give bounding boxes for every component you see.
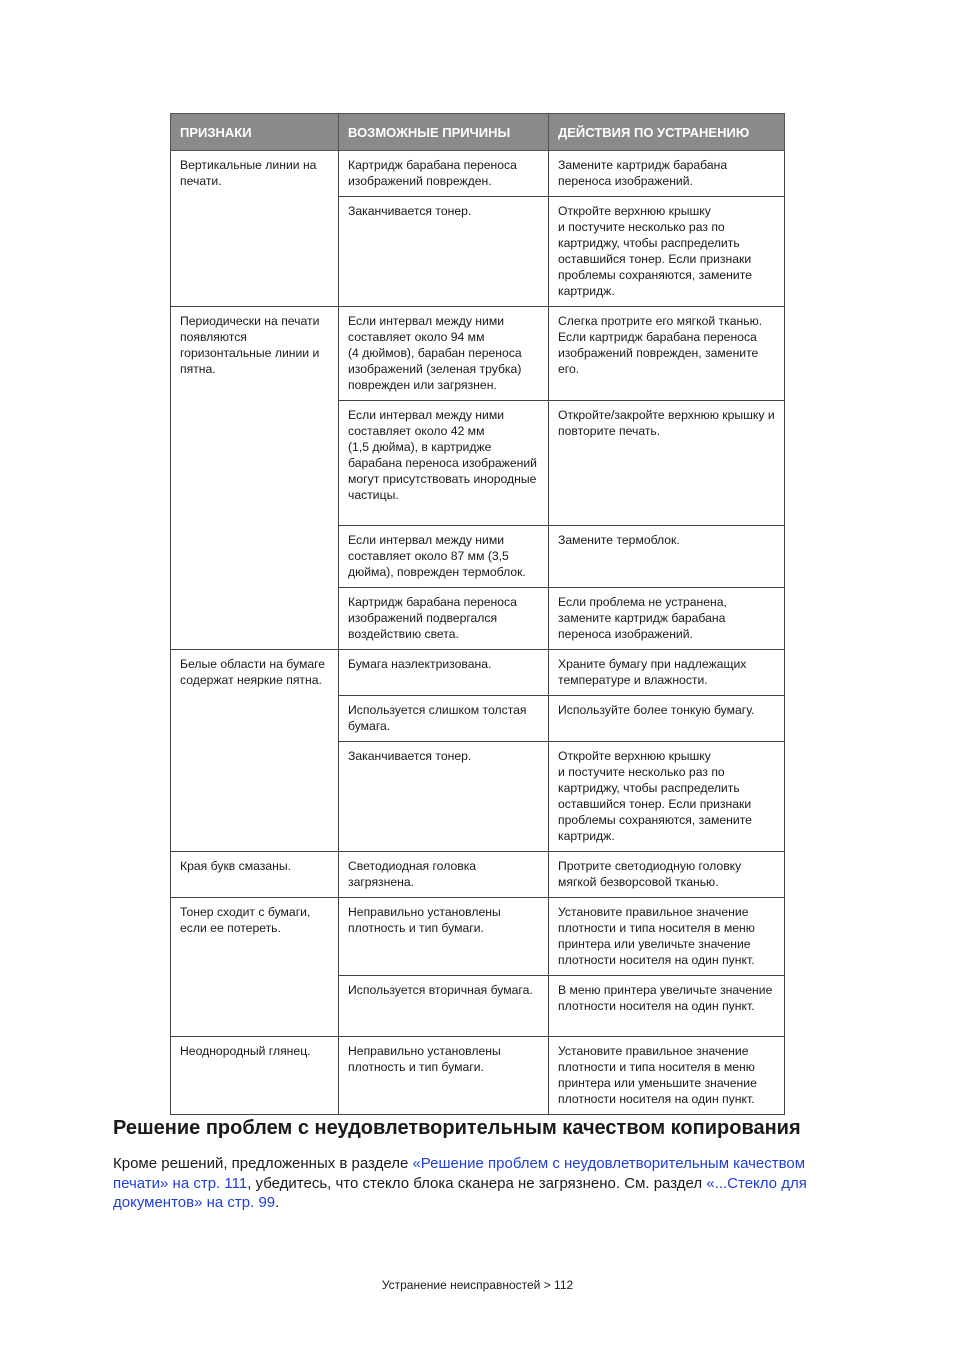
page-footer: Устранение неисправностей > 112 [381,1278,574,1292]
paragraph-text: , убедитесь, что стекло блока сканера не загрязнено. См. раздел [247,1174,707,1192]
table-row [171,307,785,401]
cause-cell: Светодиодная головка загрязнена. [339,852,549,898]
table-row [171,650,785,696]
action-cell: Храните бумагу при надлежащих температуре и влажности. [549,650,785,696]
cause-cell: Если интервал между ними составляет около 87 мм (3,5 дюйма), поврежден термоблок. [339,526,549,588]
action-cell: Протрите светодиодную головку мягкой безворсовой тканью. [549,852,785,898]
action-cell: Используйте более тонкую бумагу. [549,696,785,742]
cause-cell: Картридж барабана переноса изображений поврежден. [339,151,549,197]
cause-cell: Неправильно установлены плотность и тип бумаги. [339,1037,549,1115]
action-cell: Замените картридж барабана переноса изображений. [549,151,785,197]
table-row [171,852,785,898]
header-actions: ДЕЙСТВИЯ ПО УСТРАНЕНИЮ [549,114,785,151]
table-header-row [171,114,785,151]
action-cell: Слегка протрите его мягкой тканью. Если картридж барабана переноса изображений поврежден, замените его. [549,307,785,401]
cause-cell: Используется слишком толстая бумага. [339,696,549,742]
action-cell: Откройте/закройте верхнюю крышку и повторите печать. [549,401,785,526]
cause-cell: Используется вторичная бумага. [339,976,549,1037]
action-cell: Установите правильное значение плотности и типа носителя в меню принтера или уменьшите значение плотности носителя на один пункт. [549,1037,785,1115]
cause-cell: Неправильно установлены плотность и тип бумаги. [339,898,549,976]
header-causes: ВОЗМОЖНЫЕ ПРИЧИНЫ [339,114,549,151]
troubleshooting-table [170,113,785,1115]
action-cell: Откройте верхнюю крышку и постучите несколько раз по картриджу, чтобы распределить оставшийся тонер. Если признаки проблемы сохраняются, замените картридж. [549,742,785,852]
cause-cell: Заканчивается тонер. [339,742,549,852]
action-cell: Установите правильное значение плотности и типа носителя в меню принтера или увеличьте значение плотности носителя на один пункт. [549,898,785,976]
table-row [171,898,785,976]
header-symptoms: ПРИЗНАКИ [171,114,339,151]
symptom-cell: Края букв смазаны. [171,852,339,898]
cause-cell: Картридж барабана переноса изображений подвергался воздействию света. [339,588,549,650]
table-row [171,151,785,197]
symptom-cell: Периодически на печати появляются горизонтальные линии и пятна. [171,307,339,650]
action-cell: Если проблема не устранена, замените картридж барабана переноса изображений. [549,588,785,650]
action-cell: В меню принтера увеличьте значение плотности носителя на один пункт. [549,976,785,1037]
symptom-cell: Вертикальные линии на печати. [171,151,339,307]
table-row [171,1037,785,1115]
symptom-cell: Тонер сходит с бумаги, если ее потереть. [171,898,339,1037]
section-paragraph [113,1154,843,1213]
link-print-quality[interactable]: «Решение проблем с неудовлетворительным качеством печати» на стр. 111 [113,1155,806,1192]
cause-cell: Заканчивается тонер. [339,197,549,307]
link-document-glass[interactable]: «...Стекло для документов» на стр. 99 [113,1174,807,1211]
symptom-cell: Неоднородный глянец. [171,1037,339,1115]
action-cell: Откройте верхнюю крышку и постучите несколько раз по картриджу, чтобы распределить оставшийся тонер. Если признаки проблемы сохраняются, замените картридж. [549,197,785,307]
cause-cell: Бумага наэлектризована. [339,650,549,696]
cause-cell: Если интервал между ними составляет около 42 мм (1,5 дюйма), в картридже барабана переноса изображений могут присутствовать инородные частицы. [339,401,549,526]
section-title: Решение проблем с неудовлетворительным качеством копирования [113,1117,801,1139]
paragraph-text: Кроме решений, предложенных в разделе [113,1155,413,1172]
action-cell: Замените термоблок. [549,526,785,588]
cause-cell: Если интервал между ними составляет около 94 мм (4 дюймов), барабан переноса изображений (зеленая трубка) поврежден или загрязнен. [339,307,549,401]
paragraph-text: . [275,1194,280,1211]
symptom-cell: Белые области на бумаге содержат неяркие пятна. [171,650,339,852]
